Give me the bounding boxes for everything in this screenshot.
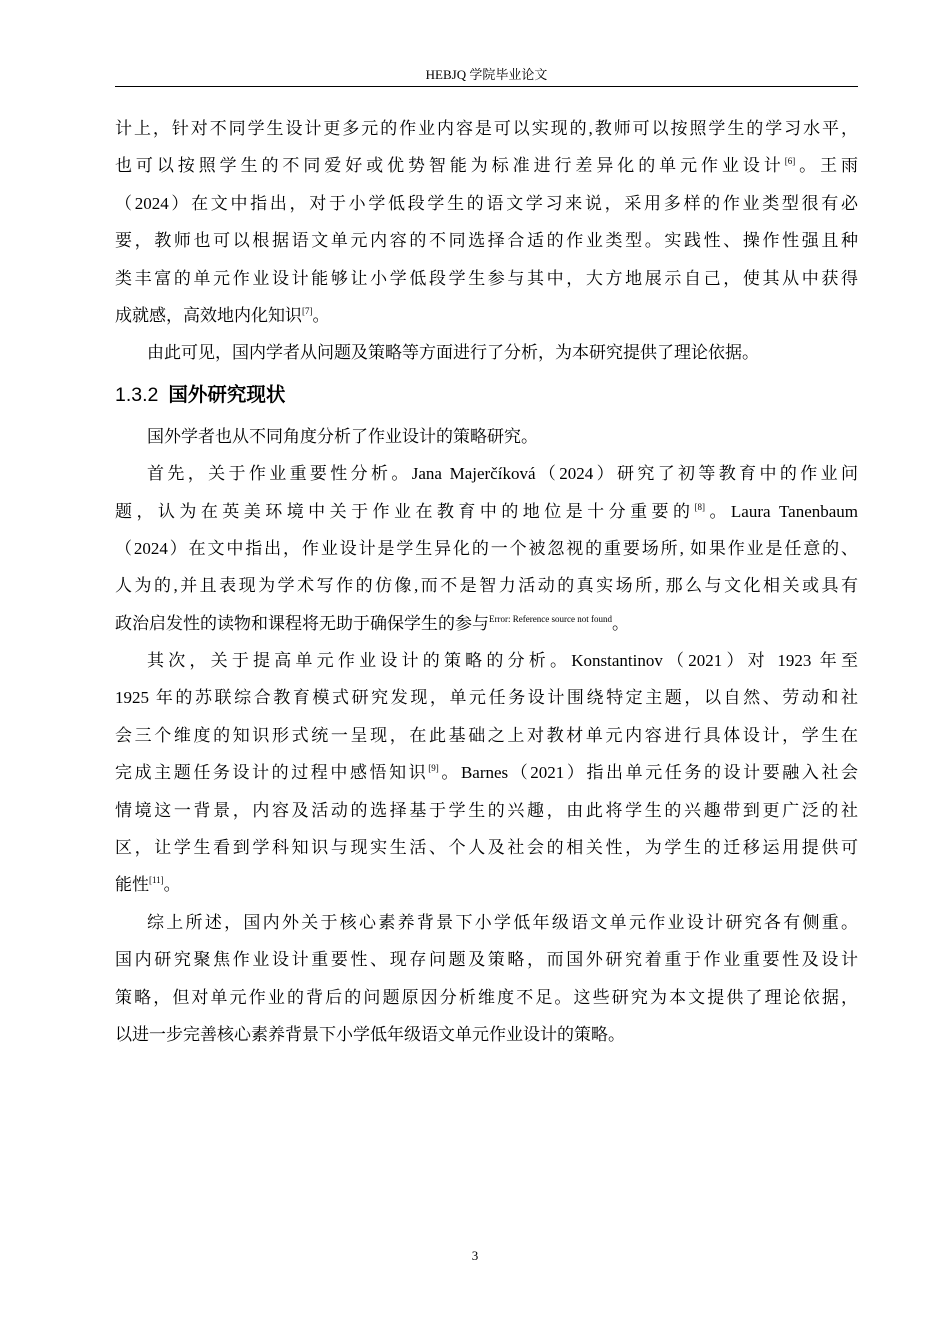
text-run: 策略，但对单元作业的背后的问题原因分析维度不足。这些研究为本文提供了理论依据， [115, 987, 858, 1007]
text-run: 类丰富的单元作业设计能够让小学低段学生参与其中，大方地展示自己，使其从中获得 [115, 268, 858, 288]
paragraph-line [115, 418, 858, 455]
paragraph-line [115, 941, 858, 978]
document-body [115, 110, 858, 1053]
section-title: 国外研究现状 [168, 383, 286, 406]
text-run: 。 [611, 613, 629, 633]
citation-reference: Error: Reference source not found [489, 613, 612, 624]
paragraph-line [115, 904, 858, 941]
text-run: 国外学者也从不同角度分析了作业设计的策略研究。 [147, 426, 538, 446]
section-heading [115, 372, 858, 418]
text-run: 。王雨 [795, 156, 859, 176]
text-run: 人为的,并且表现为学术写作的仿像,而不是智力活动的真实场所, 那么与文化相关或具有 [115, 576, 858, 596]
text-run: 会三个维度的知识形式统一呈现，在此基础之上对教材单元内容进行具体设计，学生在 [115, 725, 858, 745]
citation-reference: [9] [428, 763, 439, 774]
text-run: 。 [312, 305, 330, 325]
citation-reference: [7] [302, 305, 313, 316]
text-run: 由此可见，国内学者从问题及策略等方面进行了分析，为本研究提供了理论依据。 [147, 343, 759, 363]
paragraph-line [115, 679, 858, 716]
paragraph-line [115, 605, 858, 642]
paragraph-line [115, 642, 858, 679]
citation-reference: [6] [784, 156, 796, 167]
paragraph-line [115, 1016, 858, 1053]
paragraph-line [115, 792, 858, 829]
page-number: 3 [471, 1248, 479, 1263]
paragraph-line [115, 567, 858, 604]
text-run: 综上所述，国内外关于核心素养背景下小学低年级语文单元作业设计研究各有侧重。 [147, 912, 858, 932]
text-run: 1925 年的苏联综合教育模式研究发现，单元任务设计围绕特定主题，以自然、劳动和社 [115, 688, 858, 708]
citation-reference: [11] [149, 875, 164, 886]
paragraph-line [115, 185, 858, 222]
text-run: 首先，关于作业重要性分析。Jana Majerčíková（2024）研究了初等教育中的作业问 [147, 464, 858, 484]
text-run: 以进一步完善核心素养背景下小学低年级语文单元作业设计的策略。 [115, 1024, 625, 1044]
text-run: （2024）在文中指出，作业设计是学生异化的一个被忽视的重要场所, 如果作业是任意的、 [115, 538, 858, 558]
paragraph-line [115, 147, 858, 184]
running-header: HEBJQ 学院毕业论文 [425, 67, 548, 82]
text-run: 政治启发性的读物和课程将无助于确保学生的参与 [115, 613, 489, 633]
paragraph-line [115, 222, 858, 259]
text-run: 情境这一背景，内容及活动的选择基于学生的兴趣，由此将学生的兴趣带到更广泛的社 [115, 800, 858, 820]
text-run: （2024）在文中指出，对于小学低段学生的语文学习来说，采用多样的作业类型很有必 [115, 193, 858, 213]
text-run: 能性 [115, 875, 149, 895]
text-run: 区，让学生看到学科知识与现实生活、个人及社会的相关性，为学生的迁移运用提供可 [115, 838, 858, 858]
text-run: 其次，关于提高单元作业设计的策略的分析。Konstantinov（2021）对 1923 年至 [147, 651, 858, 671]
text-run: 。Laura Tanenbaum [704, 501, 859, 521]
paragraph-line [115, 110, 858, 147]
paragraph-line [115, 493, 858, 530]
paragraph-line [115, 717, 858, 754]
text-run: 。 [163, 875, 181, 895]
text-run: 题，认为在英美环境中关于作业在教育中的地位是十分重要的 [115, 501, 695, 521]
paragraph-line [115, 260, 858, 297]
paragraph-line [115, 829, 858, 866]
text-run: 。Barnes（2021）指出单元任务的设计要融入社会 [438, 763, 858, 783]
text-run: 计上，针对不同学生设计更多元的作业内容是可以实现的,教师可以按照学生的学习水平， [115, 119, 858, 138]
citation-reference: [8] [694, 501, 705, 512]
paragraph-line [115, 754, 858, 791]
text-run: 要，教师也可以根据语文单元内容的不同选择合适的作业类型。实践性、操作性强且种 [115, 231, 858, 251]
paragraph-line [115, 866, 858, 903]
header-rule [115, 86, 858, 87]
paragraph-line [115, 979, 858, 1016]
text-run: 国内研究聚焦作业设计重要性、现存问题及策略，而国外研究着重于作业重要性及设计 [115, 950, 858, 970]
text-run: 成就感，高效地内化知识 [115, 305, 302, 325]
text-run: 完成主题任务设计的过程中感悟知识 [115, 763, 429, 783]
text-run: 也可以按照学生的不同爱好或优势智能为标准进行差异化的单元作业设计 [115, 156, 785, 176]
section-number: 1.3.2 [115, 383, 159, 406]
paragraph-line [115, 297, 858, 334]
paragraph-line [115, 530, 858, 567]
paragraph-line [115, 334, 858, 371]
paragraph-line [115, 455, 858, 492]
